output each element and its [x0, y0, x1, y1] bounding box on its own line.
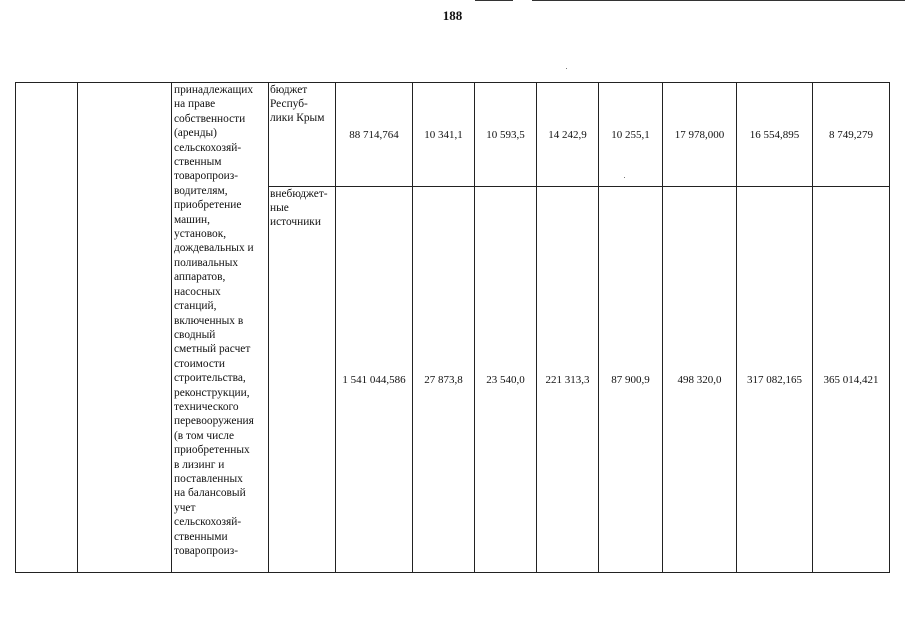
value-cell: 8 749,279 [813, 83, 890, 187]
value-cell: 1 541 044,586 [336, 187, 413, 573]
value-cell: 317 082,165 [737, 187, 813, 573]
value-cell: 10 341,1 [413, 83, 475, 187]
funding-source-line: бюджет [270, 84, 308, 96]
funding-source-line: лики Крым [270, 112, 325, 124]
description-line: сельскохозяй- [174, 516, 242, 529]
description-line: (аренды) [174, 127, 217, 140]
description-line: водителям, [174, 184, 228, 197]
value-cell: 14 242,9 [537, 83, 599, 187]
value-cell: 88 714,764 [336, 83, 413, 187]
top-rule [532, 0, 905, 1]
description-line: поставленных [174, 472, 243, 485]
page-number: 188 [442, 8, 463, 23]
funding-source-line: Респуб- [270, 98, 308, 110]
funding-source-line: источники [270, 216, 321, 228]
empty-cell [16, 83, 78, 573]
empty-cell [78, 83, 172, 573]
measure-description-cell [172, 83, 269, 573]
value-cell: 17 978,000 [663, 83, 737, 187]
description-line: (в том числе [174, 429, 235, 442]
value-cell: 27 873,8 [413, 187, 475, 573]
description-line: приобретенных [174, 444, 250, 457]
funding-source-cell [269, 83, 336, 187]
funding-source-cell [269, 187, 336, 573]
scan-speck [566, 68, 567, 69]
description-line: машин, [174, 213, 210, 226]
description-line: поливальных [174, 256, 239, 269]
scan-speck [624, 177, 625, 178]
description-line: дождевальных и [174, 242, 254, 255]
description-line: учет [174, 501, 196, 514]
description-line: принадлежащих [174, 84, 254, 96]
description-line: насосных [174, 285, 221, 298]
description-line: стоимости [174, 357, 225, 370]
description-line: станций, [174, 300, 217, 313]
description-line: сводный [174, 328, 216, 341]
description-line: технического [174, 400, 239, 413]
description-line: ственными [174, 530, 228, 543]
funding-source-line: внебюджет- [270, 188, 328, 200]
value-cell: 498 320,0 [663, 187, 737, 573]
description-line: реконструкции, [174, 386, 250, 399]
description-line: сметный расчет [174, 343, 251, 356]
description-line: ственным [174, 156, 222, 169]
description-line: аппаратов, [174, 271, 226, 284]
description-line: на балансовый [174, 487, 246, 500]
description-line: товаропроиз- [174, 170, 239, 183]
value-cell: 16 554,895 [737, 83, 813, 187]
description-line: строительства, [174, 372, 246, 385]
value-cell: 87 900,9 [599, 187, 663, 573]
description-line: приобретение [174, 199, 242, 212]
description-line: в лизинг и [174, 458, 225, 471]
description-line: собственности [174, 112, 246, 125]
value-cell: 23 540,0 [475, 187, 537, 573]
value-cell: 10 255,1 [599, 83, 663, 187]
description-line: товаропроиз- [174, 545, 239, 557]
description-line: сельскохозяй- [174, 141, 242, 154]
description-line: включенных в [174, 314, 244, 327]
top-rule [475, 0, 513, 1]
value-cell: 365 014,421 [813, 187, 890, 573]
budget-table [15, 82, 890, 573]
table-row [16, 83, 890, 187]
value-cell: 10 593,5 [475, 83, 537, 187]
description-line: на праве [174, 98, 216, 111]
funding-source-line: ные [270, 202, 289, 214]
value-cell: 221 313,3 [537, 187, 599, 573]
description-line: установок, [174, 228, 227, 241]
description-line: перевооружения [174, 415, 254, 428]
